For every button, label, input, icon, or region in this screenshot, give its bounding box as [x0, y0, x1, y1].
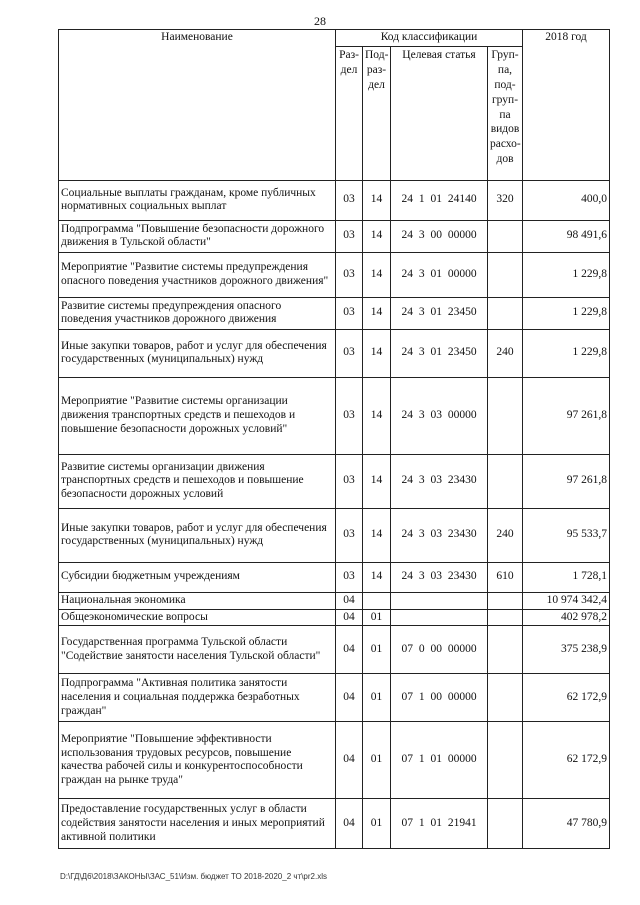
column-header-target-article: Целевая статья	[391, 46, 488, 180]
row-amount: 62 172,9	[523, 722, 610, 799]
row-target-article: 24 3 00 00000	[391, 220, 488, 252]
column-header-subsection: Под- раз- дел	[363, 46, 391, 180]
row-expense-group: 240	[488, 508, 523, 562]
row-name: Мероприятие "Повышение эффективности использования трудовых ресурсов, повышение качества рабочей силы и конкурентоспособности граждан на рынке труда"	[59, 722, 336, 799]
row-target-article: 24 3 03 23430	[391, 454, 488, 508]
row-expense-group	[488, 592, 523, 609]
row-amount: 10 974 342,4	[523, 592, 610, 609]
row-amount: 375 238,9	[523, 626, 610, 674]
row-target-article	[391, 609, 488, 626]
row-name: Предоставление государственных услуг в области содействия занятости населения и иных мероприятий активной политики	[59, 799, 336, 849]
row-expense-group	[488, 609, 523, 626]
table-row	[59, 562, 610, 592]
table-row	[59, 454, 610, 508]
row-section: 03	[336, 562, 363, 592]
row-amount: 1 229,8	[523, 329, 610, 377]
row-name: Иные закупки товаров, работ и услуг для обеспечения государственных (муниципальных) нужд	[59, 329, 336, 377]
row-name: Государственная программа Тульской области "Содействие занятости населения Тульской области"	[59, 626, 336, 674]
row-name: Мероприятие "Развитие системы организации движения транспортных средств и пешеходов и повышение безопасности дорожных условий"	[59, 377, 336, 454]
row-section: 03	[336, 329, 363, 377]
row-section: 03	[336, 220, 363, 252]
row-subsection: 01	[363, 674, 391, 722]
row-amount: 97 261,8	[523, 377, 610, 454]
row-subsection: 01	[363, 626, 391, 674]
row-subsection: 14	[363, 454, 391, 508]
table-row	[59, 180, 610, 220]
row-target-article: 24 3 03 00000	[391, 377, 488, 454]
row-expense-group	[488, 674, 523, 722]
row-subsection: 01	[363, 722, 391, 799]
row-subsection: 14	[363, 252, 391, 297]
row-name: Развитие системы предупреждения опасного поведения участников дорожного движения	[59, 297, 336, 329]
row-section: 03	[336, 508, 363, 562]
row-target-article: 07 0 00 00000	[391, 626, 488, 674]
row-subsection: 14	[363, 297, 391, 329]
row-name: Подпрограмма "Активная политика занятости населения и социальная поддержка безработных граждан"	[59, 674, 336, 722]
row-name: Субсидии бюджетным учреждениям	[59, 562, 336, 592]
budget-table	[58, 29, 610, 849]
row-amount: 95 533,7	[523, 508, 610, 562]
row-section: 03	[336, 252, 363, 297]
row-section: 04	[336, 592, 363, 609]
row-section: 04	[336, 722, 363, 799]
row-target-article: 24 3 01 00000	[391, 252, 488, 297]
column-header-section: Раз- дел	[336, 46, 363, 180]
row-expense-group	[488, 220, 523, 252]
row-expense-group: 320	[488, 180, 523, 220]
table-row	[59, 220, 610, 252]
row-amount: 98 491,6	[523, 220, 610, 252]
row-subsection: 14	[363, 220, 391, 252]
row-subsection	[363, 592, 391, 609]
table-row	[59, 297, 610, 329]
row-name: Развитие системы организации движения транспортных средств и пешеходов и повышение безопасности дорожных условий	[59, 454, 336, 508]
row-name: Общеэкономические вопросы	[59, 609, 336, 626]
row-name: Социальные выплаты гражданам, кроме публичных нормативных социальных выплат	[59, 180, 336, 220]
row-subsection: 14	[363, 562, 391, 592]
row-section: 03	[336, 454, 363, 508]
row-subsection: 14	[363, 180, 391, 220]
row-subsection: 14	[363, 377, 391, 454]
table-row	[59, 329, 610, 377]
row-target-article	[391, 592, 488, 609]
row-section: 03	[336, 377, 363, 454]
row-target-article: 24 3 03 23430	[391, 562, 488, 592]
row-amount: 1 229,8	[523, 252, 610, 297]
row-expense-group	[488, 722, 523, 799]
row-amount: 62 172,9	[523, 674, 610, 722]
row-target-article: 24 3 03 23430	[391, 508, 488, 562]
row-amount: 47 780,9	[523, 799, 610, 849]
row-amount: 402 978,2	[523, 609, 610, 626]
row-section: 03	[336, 297, 363, 329]
row-subsection: 14	[363, 508, 391, 562]
row-target-article: 24 3 01 23450	[391, 297, 488, 329]
row-name: Подпрограмма "Повышение безопасности дорожного движения в Тульской области"	[59, 220, 336, 252]
row-section: 04	[336, 674, 363, 722]
row-expense-group	[488, 252, 523, 297]
table-row	[59, 626, 610, 674]
row-subsection: 14	[363, 329, 391, 377]
row-amount: 1 728,1	[523, 562, 610, 592]
row-expense-group	[488, 799, 523, 849]
table-row	[59, 508, 610, 562]
row-expense-group	[488, 377, 523, 454]
file-path-footer: D:\ГД\Д6\2018\ЗАКОНЫ\ЗАС_51\Изм. бюджет ТО 2018-2020_2 чт\pr2.xls	[60, 872, 327, 881]
table-row	[59, 609, 610, 626]
row-target-article: 07 1 00 00000	[391, 674, 488, 722]
row-section: 04	[336, 626, 363, 674]
row-target-article: 07 1 01 00000	[391, 722, 488, 799]
table-row	[59, 252, 610, 297]
column-header-year: 2018 год	[523, 30, 610, 181]
table-row	[59, 377, 610, 454]
row-name: Национальная экономика	[59, 592, 336, 609]
column-header-expense-group: Груп- па, под- груп- па видов расхо- дов	[488, 46, 523, 180]
row-section: 04	[336, 799, 363, 849]
row-amount: 1 229,8	[523, 297, 610, 329]
row-target-article: 24 1 01 24140	[391, 180, 488, 220]
row-expense-group: 610	[488, 562, 523, 592]
row-section: 03	[336, 180, 363, 220]
row-subsection: 01	[363, 609, 391, 626]
row-amount: 400,0	[523, 180, 610, 220]
header-row	[59, 30, 610, 47]
page-number: 28	[314, 14, 326, 28]
row-name: Иные закупки товаров, работ и услуг для обеспечения государственных (муниципальных) нужд	[59, 508, 336, 562]
table-row	[59, 674, 610, 722]
row-expense-group	[488, 297, 523, 329]
row-target-article: 24 3 01 23450	[391, 329, 488, 377]
row-target-article: 07 1 01 21941	[391, 799, 488, 849]
table-row	[59, 592, 610, 609]
row-expense-group: 240	[488, 329, 523, 377]
row-amount: 97 261,8	[523, 454, 610, 508]
row-name: Мероприятие "Развитие системы предупреждения опасного поведения участников дорожного движения"	[59, 252, 336, 297]
row-section: 04	[336, 609, 363, 626]
row-expense-group	[488, 626, 523, 674]
table-row	[59, 722, 610, 799]
column-header-code: Код классификации	[336, 30, 523, 47]
column-header-name: Наименование	[59, 30, 336, 181]
row-expense-group	[488, 454, 523, 508]
row-subsection: 01	[363, 799, 391, 849]
table-row	[59, 799, 610, 849]
